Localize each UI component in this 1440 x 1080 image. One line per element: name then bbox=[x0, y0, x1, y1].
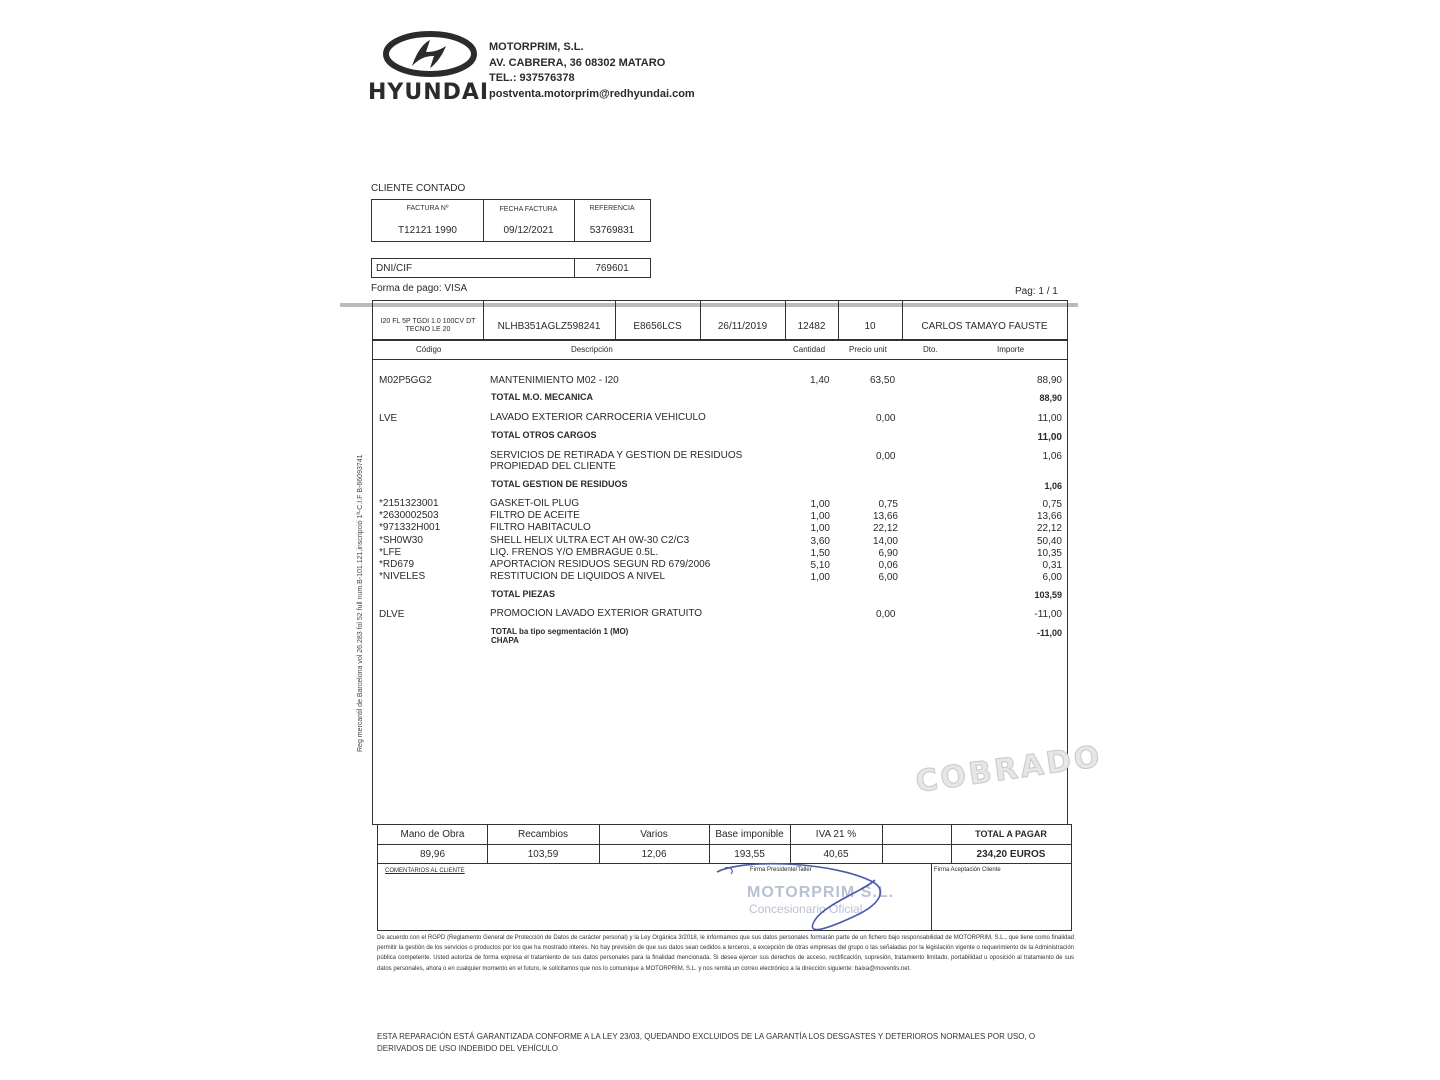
client-type: CLIENTE CONTADO bbox=[371, 183, 466, 194]
part-amount: 13,66 bbox=[1036, 511, 1062, 523]
line-price: 0,00 bbox=[876, 451, 896, 462]
part-desc: LIQ. FRENOS Y/O EMBRAGUE 0.5L. bbox=[490, 546, 659, 558]
reference-label: REFERENCIA bbox=[589, 205, 635, 212]
stamp-line-2: Concesionario Oficial bbox=[749, 902, 863, 916]
parts-prices bbox=[850, 499, 898, 584]
line-price: 0,00 bbox=[876, 413, 896, 424]
subtotal-label: TOTAL GESTION DE RESIDUOS bbox=[491, 479, 628, 489]
vehicle-km: 12482 bbox=[797, 321, 826, 332]
part-price: 14,00 bbox=[872, 535, 898, 547]
part-price: 22,12 bbox=[872, 523, 898, 535]
misc-label: Varios bbox=[640, 829, 668, 840]
subtotal-label: TOTAL PIEZAS bbox=[491, 589, 556, 599]
vehicle-owner: CARLOS TAMAYO FAUSTE bbox=[921, 321, 1048, 332]
subtotal-amount: 88,90 bbox=[1039, 393, 1062, 403]
line-amount: -11,00 bbox=[1034, 609, 1062, 620]
vehicle-plate: E8656LCS bbox=[633, 321, 682, 332]
parts-amounts bbox=[1000, 499, 1062, 584]
part-amount: 50,40 bbox=[1036, 535, 1062, 547]
vehicle-row bbox=[372, 300, 1068, 340]
part-code: *2151323001 bbox=[379, 498, 439, 509]
workshop-signature-label: Firma Presidente/Taller bbox=[750, 867, 812, 873]
registry-side-text: Reg mercantil de Barcelona vol 26.283 fol 52 full num.B-101.121,inscripció 1ª-C.I.F B-66093741 bbox=[357, 454, 364, 752]
parts-qtys bbox=[790, 499, 830, 584]
part-amount: 6,00 bbox=[1042, 572, 1062, 584]
part-code: *RD679 bbox=[379, 558, 415, 570]
part-desc: GASKET-OIL PLUG bbox=[490, 498, 580, 509]
part-price: 0,06 bbox=[878, 559, 898, 571]
line-qty: 1,40 bbox=[810, 375, 830, 386]
part-desc: RESTITUCION DE LIQUIDOS A NIVEL bbox=[490, 571, 666, 583]
misc-amount: 12,06 bbox=[641, 849, 667, 860]
subtotal-amount: 1,06 bbox=[1044, 481, 1062, 491]
part-price: 6,00 bbox=[878, 572, 898, 584]
subtotal-amount: 103,59 bbox=[1034, 590, 1062, 600]
part-code: *971332H001 bbox=[379, 522, 441, 534]
invoice-box bbox=[371, 199, 651, 242]
part-price: 6,90 bbox=[878, 547, 898, 559]
col-amount-header: Importe bbox=[997, 345, 1025, 354]
tax-base-amount: 193,55 bbox=[734, 849, 765, 860]
dni-box bbox=[371, 258, 651, 278]
part-desc: FILTRO HABITACULO bbox=[490, 522, 591, 534]
dni-value: 769601 bbox=[595, 263, 629, 274]
subtotal-label: TOTAL M.O. MECANICA bbox=[491, 392, 593, 402]
lines-table bbox=[372, 340, 1068, 825]
vehicle-vin: NLHB351AGLZ598241 bbox=[497, 321, 601, 332]
legal-text: De acuerdo con el RGPD (Reglamento General de Protección de Datos de carácter personal) y la Ley Orgánica 3/2018, le informamos que sus datos personales formarán parte de un fichero bajo responsabilidad de MOTORPRIM, S.L., que tiene como finalidad permitir la gestión de los servicios o productos por los que ha mostrado interés. No hay previsión de que sus datos sean cedidos a terceros, a excepción de otras empresas del grupo o las señaladas por la legislación vigente o requerimiento de la Administración pública competente. Usted autoriza de forma expresa el tratamiento de sus datos personales para la finalidad mencionada. Si desea ejercer sus derechos de acceso, rectificación, supresión, tratamiento limitado, portabilidad u oposición al tratamiento de sus datos personales, ahora o en cualquier momento en el futuro, le solicitamos que nos lo comunique a MOTORPRIM, S.L. y nos remita un correo electrónico a la dirección siguiente: baixa@moventis.net. bbox=[377, 935, 1074, 972]
line-desc: MANTENIMIENTO M02 - I20 bbox=[490, 375, 619, 386]
line-amount: 11,00 bbox=[1037, 413, 1062, 424]
hyundai-emblem-icon bbox=[382, 30, 478, 78]
company-name: MOTORPRIM, S.L. bbox=[489, 41, 584, 53]
warranty-text: ESTA REPARACIÓN ESTÁ GARANTIZADA CONFORME A LA LEY 23/03, QUEDANDO EXCLUIDOS DE LA GARANTÍA LOS DESGASTES Y DETERIOROS NORMALES POR USO, O DERIVADOS DE USO INDEBIDO DEL VEHÍCULO bbox=[377, 1032, 1036, 1053]
part-price: 13,66 bbox=[872, 511, 898, 523]
part-code: *NIVELES bbox=[379, 571, 426, 583]
payment-method: Forma de pago: VISA bbox=[371, 283, 468, 294]
tax-base-label: Base imponible bbox=[715, 829, 784, 840]
col-dto-header: Dto. bbox=[923, 345, 938, 354]
subtotal-label: TOTAL ba tipo segmentación 1 (MO) bbox=[491, 627, 629, 636]
part-price: 0,75 bbox=[878, 499, 898, 510]
col-desc-header: Descripción bbox=[571, 345, 613, 354]
vehicle-sale-date: 26/11/2019 bbox=[717, 321, 768, 332]
col-code-header: Código bbox=[416, 345, 442, 354]
part-amount: 22,12 bbox=[1036, 523, 1062, 535]
company-address: AV. CABRERA, 36 08302 MATARO bbox=[489, 56, 666, 69]
part-qty: 1,00 bbox=[810, 572, 830, 584]
dni-label: DNI/CIF bbox=[376, 263, 413, 274]
parts-label: Recambios bbox=[517, 829, 569, 840]
paid-stamp: COBRADO bbox=[913, 739, 1105, 800]
labor-amount: 89,96 bbox=[419, 849, 446, 860]
page-number: Pag: 1 / 1 bbox=[1015, 286, 1058, 297]
part-qty: 1,00 bbox=[810, 511, 830, 523]
invoice-date: 09/12/2021 bbox=[503, 225, 554, 236]
line-desc-cont: PROPIEDAD DEL CLIENTE bbox=[490, 461, 616, 472]
part-qty: 1,50 bbox=[810, 547, 830, 559]
part-amount: 0,31 bbox=[1042, 559, 1062, 571]
signature-icon bbox=[705, 860, 925, 938]
part-qty: 1,00 bbox=[810, 499, 830, 510]
vat-amount: 40,65 bbox=[823, 849, 849, 860]
line-code: LVE bbox=[379, 413, 398, 424]
subtotal-label-cont: CHAPA bbox=[491, 636, 519, 645]
labor-label: Mano de Obra bbox=[400, 829, 465, 840]
part-code: *LFE bbox=[379, 546, 402, 558]
line-amount: 88,90 bbox=[1036, 375, 1062, 386]
company-email: postventa.motorprim@redhyundai.com bbox=[489, 87, 695, 100]
parts-descs bbox=[490, 498, 710, 583]
invoice-number: T12121 1990 bbox=[398, 225, 457, 236]
subtotal-label: TOTAL OTROS CARGOS bbox=[491, 430, 597, 440]
part-amount: 0,75 bbox=[1042, 499, 1062, 510]
subtotal-amount: -11,00 bbox=[1036, 628, 1062, 638]
vat-label: IVA 21 % bbox=[815, 829, 857, 840]
subtotal-amount: 11,00 bbox=[1037, 432, 1062, 443]
col-qty-header: Cantidad bbox=[793, 345, 826, 354]
line-desc: LAVADO EXTERIOR CARROCERIA VEHICULO bbox=[490, 412, 706, 423]
reference-number: 53769831 bbox=[589, 225, 635, 236]
part-amount: 10,35 bbox=[1036, 547, 1062, 559]
line-price: 0,00 bbox=[876, 609, 896, 620]
company-phone: TEL.: 937576378 bbox=[489, 72, 575, 84]
line-price: 63,50 bbox=[870, 375, 896, 386]
part-qty: 1,00 bbox=[810, 523, 830, 535]
workshop-stamp bbox=[705, 860, 925, 938]
comments-label: COMENTARIOS AL CLIENTE bbox=[385, 868, 465, 874]
part-qty: 5,10 bbox=[810, 559, 830, 571]
part-desc: SHELL HELIX ULTRA ECT AH 0W-30 C2/C3 bbox=[490, 534, 690, 546]
line-desc: SERVICIOS DE RETIRADA Y GESTION DE RESIDUOS bbox=[490, 450, 743, 461]
parts-amount: 103,59 bbox=[527, 849, 559, 860]
line-code: DLVE bbox=[379, 609, 405, 620]
part-qty: 3,60 bbox=[810, 535, 830, 547]
col-price-header: Precio unit bbox=[849, 345, 887, 354]
vehicle-model: I20 FL 5P TGDI 1.0 100CV DT TECNO LE 20 bbox=[380, 318, 476, 333]
total-label: TOTAL A PAGAR bbox=[975, 829, 1047, 839]
total-amount: 234,20 EUROS bbox=[976, 849, 1046, 860]
parts-codes bbox=[379, 498, 440, 583]
hyundai-logo bbox=[368, 30, 488, 104]
line-desc: PROMOCION LAVADO EXTERIOR GRATUITO bbox=[490, 608, 703, 619]
logo-wordmark: HYUNDAI bbox=[368, 80, 490, 105]
stamp-line-1: MOTORPRIM S.L. bbox=[747, 884, 895, 901]
invoice-date-label: FECHA FACTURA bbox=[499, 206, 558, 213]
part-code: *2630002503 bbox=[379, 510, 439, 522]
client-signature-label: Firma Aceptación Cliente bbox=[934, 867, 1001, 873]
invoice-number-label: FACTURA Nº bbox=[406, 205, 449, 212]
company-info bbox=[489, 40, 695, 102]
vehicle-col6: 10 bbox=[864, 321, 876, 332]
part-code: *SH0W30 bbox=[379, 534, 423, 546]
line-code: M02P5GG2 bbox=[379, 375, 432, 386]
totals-box bbox=[377, 824, 1072, 864]
part-desc: FILTRO DE ACEITE bbox=[490, 510, 580, 522]
part-desc: APORTACION RESIDUOS SEGUN RD 679/2006 bbox=[490, 558, 711, 570]
line-amount: 1,06 bbox=[1042, 451, 1062, 462]
